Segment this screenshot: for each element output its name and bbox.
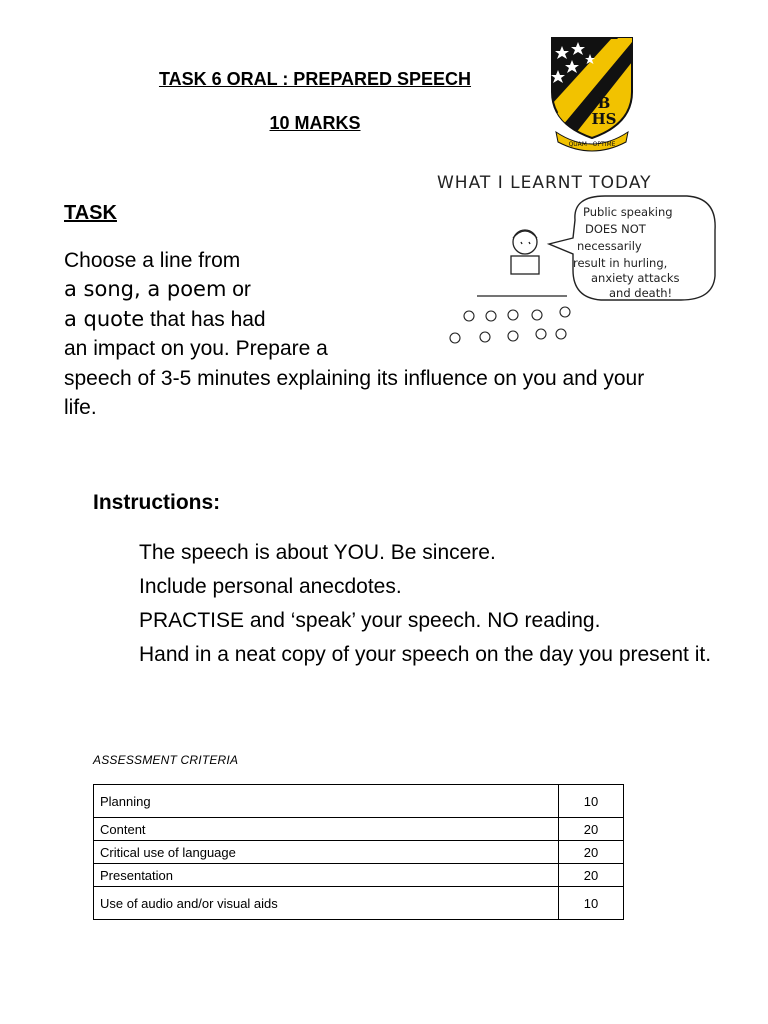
task-text-fragment: a quote <box>64 307 145 331</box>
task-heading: TASK <box>64 202 117 224</box>
bullet-icon <box>115 604 139 638</box>
bullet-icon <box>115 570 139 604</box>
criterion-cell: Use of audio and/or visual aids <box>94 887 559 920</box>
assessment-table <box>93 784 624 920</box>
marks-cell: 20 <box>559 818 624 841</box>
task-text-line: Choose a line from <box>64 249 241 272</box>
cartoon-caption: WHAT I LEARNT TODAY <box>437 173 652 193</box>
list-item-text: PRACTISE and ‘speak’ your speech. NO reading. <box>139 609 601 632</box>
svg-text:anxiety attacks: anxiety attacks <box>591 271 680 285</box>
crest-motto: QUAM · OPTIME <box>568 141 616 148</box>
task-text-fragment: a song, a poem <box>64 277 227 301</box>
speaker-figure <box>477 230 567 296</box>
task-text-fragment: or <box>226 278 251 301</box>
list-item <box>115 604 735 638</box>
svg-text:HS: HS <box>591 110 617 128</box>
marks-cell: 10 <box>559 887 624 920</box>
svg-text:necessarily: necessarily <box>577 239 642 253</box>
svg-text:and death!: and death! <box>609 286 673 300</box>
task-text-line <box>64 275 251 304</box>
list-item-text: Include personal anecdotes. <box>139 575 402 598</box>
table-row <box>94 785 624 818</box>
table-row <box>94 818 624 841</box>
bullet-icon <box>115 536 139 570</box>
instructions-list <box>115 536 735 672</box>
list-item-text: Hand in a neat copy of your speech on the day you present it. <box>139 643 712 666</box>
instructions-heading: Instructions: <box>93 491 221 514</box>
task-text-fragment: that has had <box>144 308 266 331</box>
task-text-line <box>64 305 266 334</box>
school-crest-logo <box>548 34 636 152</box>
table-row <box>94 887 624 920</box>
marks-subtitle: 10 MARKS <box>269 113 361 133</box>
speech-bubble-text <box>573 205 679 300</box>
marks-cell: 20 <box>559 841 624 864</box>
criterion-cell: Presentation <box>94 864 559 887</box>
task-text-line: an impact on you. Prepare a <box>64 337 328 360</box>
criterion-cell: Planning <box>94 785 559 818</box>
table-row <box>94 864 624 887</box>
svg-text:DOES NOT: DOES NOT <box>585 222 646 236</box>
criterion-cell: Critical use of language <box>94 841 559 864</box>
list-item <box>115 570 735 604</box>
table-row <box>94 841 624 864</box>
marks-cell: 20 <box>559 864 624 887</box>
list-item <box>115 638 735 672</box>
audience-figures <box>450 307 570 343</box>
assessment-criteria-label: ASSESSMENT CRITERIA <box>93 753 239 767</box>
svg-text:B: B <box>597 94 611 112</box>
task-text-line: life. <box>64 396 97 419</box>
list-item <box>115 536 735 570</box>
list-item-text: The speech is about YOU. Be sincere. <box>139 541 496 564</box>
page-title: TASK 6 ORAL : PREPARED SPEECH <box>158 69 472 89</box>
bullet-icon <box>115 638 139 672</box>
criterion-cell: Content <box>94 818 559 841</box>
public-speaking-cartoon <box>425 158 733 356</box>
svg-text:Public speaking: Public speaking <box>583 205 673 219</box>
task-text-line: speech of 3-5 minutes explaining its influence on you and your <box>64 367 645 390</box>
marks-cell: 10 <box>559 785 624 818</box>
svg-text:result in hurling,: result in hurling, <box>573 256 668 270</box>
